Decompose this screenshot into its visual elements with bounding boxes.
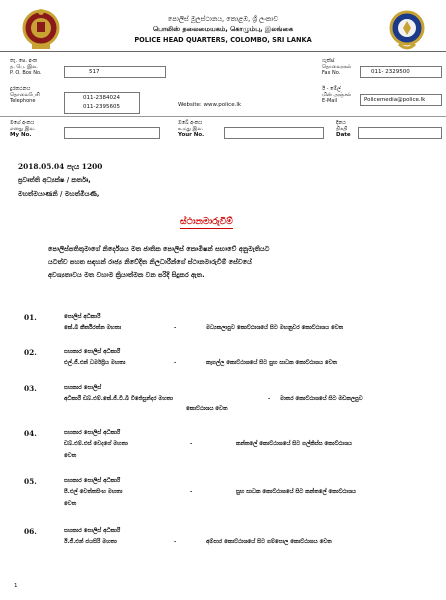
memo-to-line-2: මහත්මයාණනි / මහත්මියණි, xyxy=(18,190,100,198)
your-no-field xyxy=(224,127,324,139)
item-dash: - xyxy=(190,441,193,447)
item-rank: සහකාර පොලිස් අධිකාරී xyxy=(64,528,121,534)
transfer-item-01 xyxy=(0,313,446,341)
transfer-item-05 xyxy=(0,477,446,513)
email-label: ඊ - මේල් மின் அஞ்சல் E-Mail xyxy=(322,86,352,104)
memo-date: 2018.05.04 පැය 1200 xyxy=(18,162,103,171)
intro-line-1: පොලිස්පතිතුමාගේ නිර්දේශය මත ජාතික පොලිස් කොමිෂන් සභාවේ අනුමැතියට xyxy=(48,245,270,253)
date-label: දිනය திகதி Date xyxy=(336,120,351,138)
header-rule xyxy=(0,51,446,52)
intro-line-2: යටත්ව පහත සඳහන් රාජ්‍ය නිවේදිත නිලධාරීන්ගේ ස්ථානමාරුවීම් සේවයේ xyxy=(48,258,252,266)
my-no-label: මගේ අංකය எனது இல. My No. xyxy=(10,120,36,138)
item-destination: අම්පාර කොට්ඨාශයේ සිට ගම්පොල කොට්ඨාශය වෙත xyxy=(206,539,332,545)
website-text: Website: www.police.lk xyxy=(178,102,242,108)
item-destination-cont: වෙත xyxy=(64,501,77,507)
header-tamil: பொலிஸ் தலைமையகம், கொழும்பு, இலங்கை xyxy=(152,25,294,33)
fax-value: 011- 2329500 xyxy=(371,69,410,75)
your-no-label: ඔබේ අංකය உமது இல. Your No. xyxy=(178,120,205,138)
item-destination: මධ්‍යකලාපුව කොට්ඨාශයේ සිට මහනුවර කොට්ඨාශය වෙත xyxy=(206,325,344,331)
po-box-label: තැ. පෙ. අංක த. பெ. இல. P. O. Box No. xyxy=(10,58,42,76)
telephone-value-2: 011-2395605 xyxy=(83,104,120,110)
item-name: අධිකාරී ඩබ්.එම්.කේ.ජී.ටී.බී විජේසුන්දර මහතා xyxy=(64,396,173,402)
item-number: 05. xyxy=(24,477,37,486)
item-number: 03. xyxy=(24,384,37,393)
telephone-field xyxy=(64,92,140,114)
info-rule xyxy=(0,116,446,117)
item-destination: මාතර කොට්ඨාශයේ සිට මඩකලපුව xyxy=(280,396,363,402)
date-field xyxy=(358,127,442,139)
my-no-field xyxy=(64,127,160,139)
item-number: 01. xyxy=(24,313,37,322)
item-rank: සහකාර පොලිස් අධිකාරී xyxy=(64,349,121,355)
item-rank: සහකාර පොලිස් අධිකාරී xyxy=(64,430,121,436)
memo-title: ස්ථානමාරුවීම් xyxy=(180,217,233,227)
item-name: එල්.ජී.එන් ධර්මප්‍රිය මහතා xyxy=(64,360,126,366)
item-rank: සහකාර පොලිස් xyxy=(64,385,102,391)
page-number: 1 xyxy=(14,583,18,589)
item-dash: - xyxy=(174,325,177,331)
item-name: ඩබ්.එම්.එස් වෙදගේ මහතා xyxy=(64,441,128,447)
transfer-item-02 xyxy=(0,348,446,376)
item-number: 06. xyxy=(24,527,37,536)
transfer-item-06 xyxy=(0,527,446,555)
intro-line-3: අවශ්‍යතාවය මත වහාම ක්‍රියාත්මක වන පරිදි සිදුකර ඇත. xyxy=(48,271,205,279)
item-name: පී.එල් වෙත්තසිංහ මහතා xyxy=(64,489,123,495)
po-box-field xyxy=(64,66,166,78)
item-number: 02. xyxy=(24,348,37,357)
header-sinhala: පොලිස් මූලස්ථානය, කොළඹ, ශ්‍රී ලංකාව xyxy=(167,15,279,23)
header-english: POLICE HEAD QUARTERS, COLOMBO, SRI LANKA xyxy=(134,36,312,44)
item-rank: සහකාර පොලිස් අධිකාරී xyxy=(64,478,121,484)
item-dash: - xyxy=(268,396,271,402)
item-number: 04. xyxy=(24,429,37,438)
intro-paragraph xyxy=(48,243,418,282)
email-field xyxy=(360,94,442,106)
fax-field xyxy=(360,66,442,78)
item-destination: කෑගල්ල කොට්ඨාශයේ සිට සුභ සාධක කොට්ඨාශය වෙත xyxy=(206,360,338,366)
telephone-value-1: 011-2384024 xyxy=(83,95,120,101)
email-value: Policemedia@police.lk xyxy=(364,97,426,103)
item-rank: පොලිස් අධිකාරී xyxy=(64,314,101,320)
transfer-item-03 xyxy=(0,384,446,420)
police-emblem xyxy=(388,8,426,52)
item-destination-cont: වෙත xyxy=(64,453,77,459)
item-name: කේ.බී කීර්තිරත්න මහතා xyxy=(64,325,122,331)
po-box-value: 517 xyxy=(89,69,100,75)
transfer-item-04 xyxy=(0,429,446,465)
telephone-label: දුරකථනය தொலைபேசி Telephone xyxy=(10,86,40,104)
item-dash: - xyxy=(174,360,177,366)
sri-lanka-emblem xyxy=(22,8,60,50)
item-name: ඊ.ජී.එන් ජයසිරි මහතා xyxy=(64,539,117,545)
item-destination: කන්තලේ කොට්ඨාශයේ සිට ගල්කිස්ස කොට්ඨාශය xyxy=(236,441,352,447)
fax-label: ෆැක්ස් தொலைநகல் Fax No. xyxy=(322,58,352,76)
item-dash: - xyxy=(190,489,193,495)
item-destination-cont: කොට්ඨාශය වෙත xyxy=(186,406,228,412)
item-dash: - xyxy=(174,539,177,545)
memo-to-line-1: ප්‍රවෘත්ති අධ්‍යක්ෂ / කර්තෘ, xyxy=(18,176,91,184)
item-destination: සුභ සාධක කොට්ඨාශයේ සිට කන්තලේ කොට්ඨාශය xyxy=(236,489,356,495)
